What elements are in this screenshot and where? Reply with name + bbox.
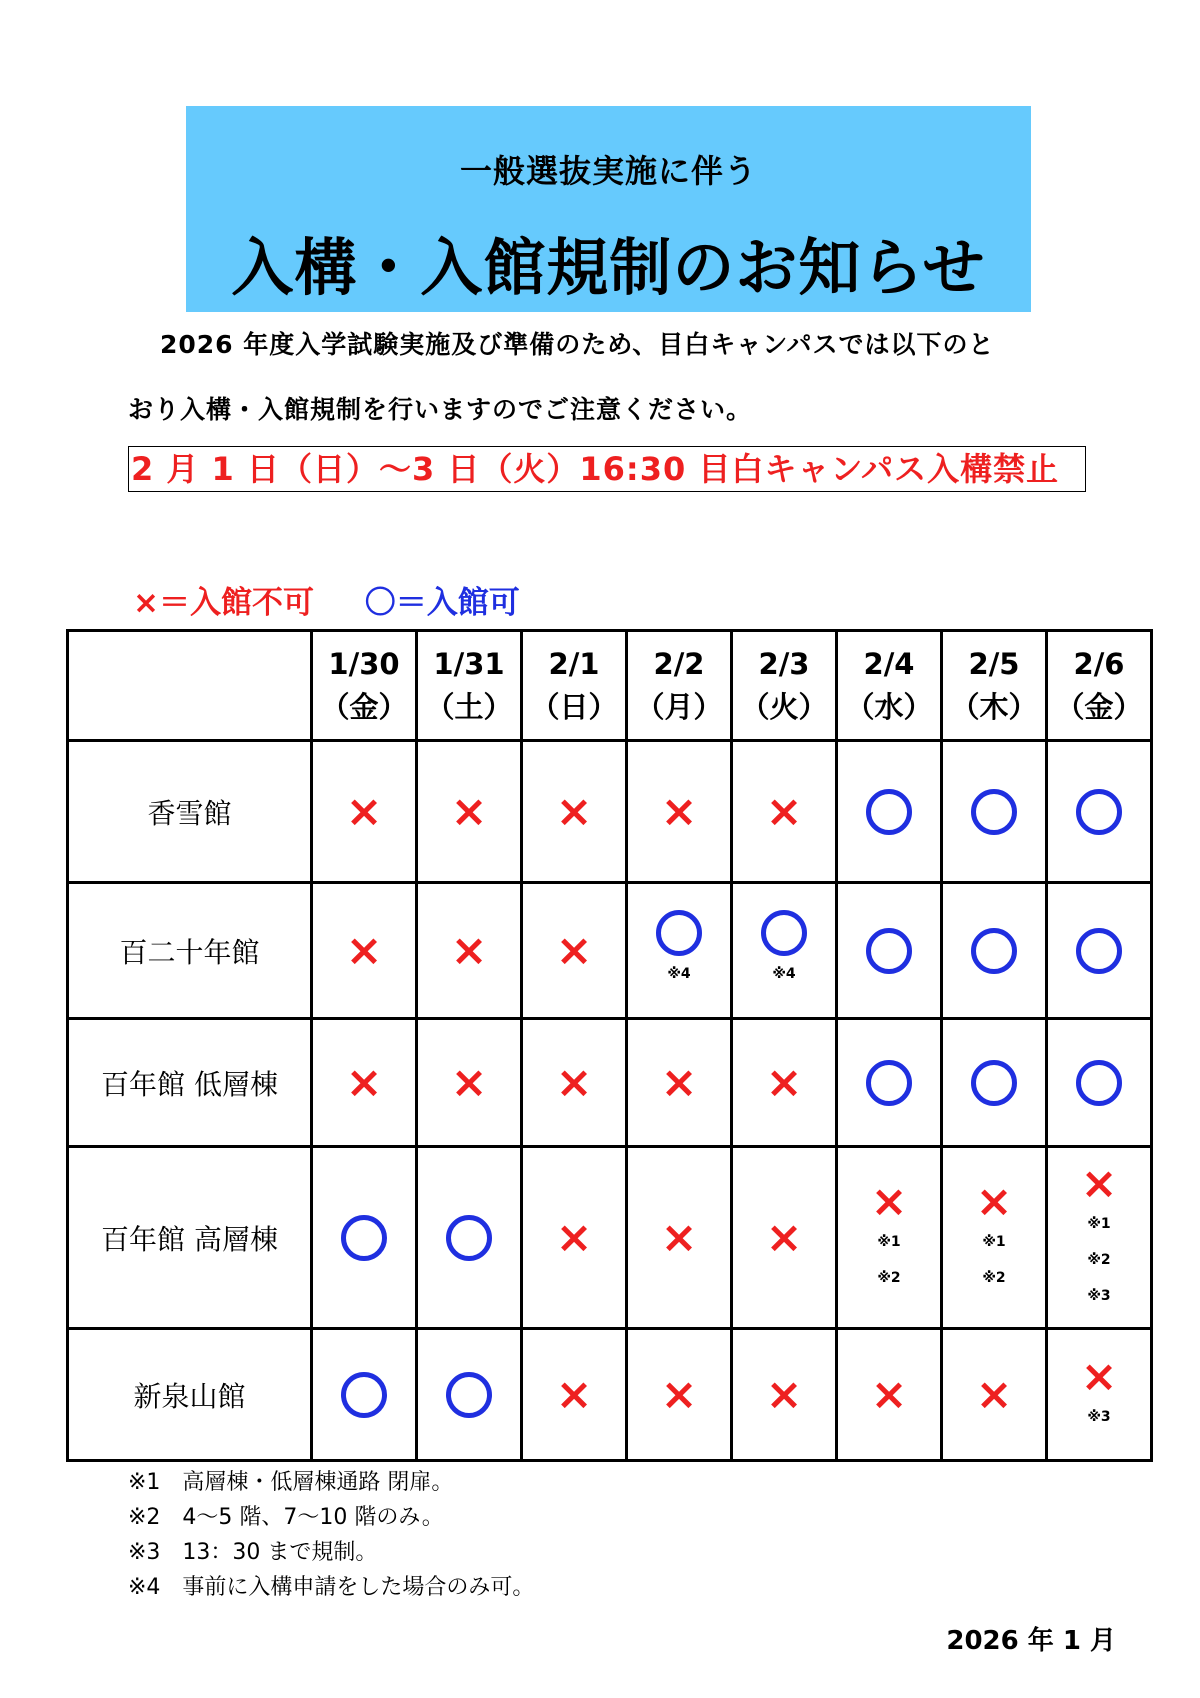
date-label: 2/5: [968, 646, 1020, 681]
status-cell: [312, 1329, 417, 1461]
table-row: [68, 741, 1152, 883]
closed-mark: ×: [660, 785, 698, 837]
weekday-label: （火）: [740, 689, 828, 724]
intro-line-1: 2026 年度入学試験実施及び準備のため、目白キャンパスでは以下のと: [160, 330, 995, 359]
building-name: 百二十年館: [68, 883, 312, 1019]
title-banner: [186, 106, 1031, 312]
status-cell: [627, 883, 732, 1019]
closed-mark: ×: [870, 1368, 908, 1420]
status-cell: [522, 741, 627, 883]
weekday-label: （水）: [845, 689, 933, 724]
footnote-3: ※3 13：30 まで規制。: [128, 1540, 378, 1565]
closed-mark: ×: [660, 1368, 698, 1420]
cell-footnote-ref: ※2: [982, 1269, 1006, 1286]
status-cell: [942, 1329, 1047, 1461]
status-cell: [732, 741, 837, 883]
status-cell: [837, 883, 942, 1019]
weekday-label: （木）: [950, 689, 1038, 724]
status-cell: [522, 1019, 627, 1147]
status-cell: [417, 1147, 522, 1329]
open-mark: [761, 910, 807, 956]
closed-mark: ×: [555, 1368, 593, 1420]
date-header: [522, 631, 627, 741]
closed-mark: ×: [660, 1056, 698, 1108]
closed-mark: ×: [555, 1056, 593, 1108]
table-row: [68, 1147, 1152, 1329]
date-label: 2/3: [758, 646, 810, 681]
closed-mark: ×: [555, 1211, 593, 1263]
cell-footnote-ref: ※1: [1087, 1215, 1111, 1232]
subtitle: 一般選抜実施に伴う: [459, 152, 757, 190]
open-mark: [866, 928, 912, 974]
building-name: 百年館 高層棟: [68, 1147, 312, 1329]
open-mark: [1076, 1060, 1122, 1106]
status-cell: [522, 1147, 627, 1329]
open-mark: [341, 1215, 387, 1261]
status-cell: [837, 741, 942, 883]
header-row: [68, 631, 1152, 741]
closed-mark: ×: [765, 785, 803, 837]
status-cell: [1047, 741, 1152, 883]
cell-footnote-ref: ※2: [877, 1269, 901, 1286]
cell-footnote-ref: ※1: [982, 1233, 1006, 1250]
closed-mark: ×: [1080, 1350, 1118, 1402]
closed-mark: ×: [555, 924, 593, 976]
cell-footnote-ref: ※2: [1087, 1251, 1111, 1268]
status-cell: [732, 883, 837, 1019]
status-cell: [1047, 1019, 1152, 1147]
date-header: [942, 631, 1047, 741]
open-mark: [971, 789, 1017, 835]
status-cell: [1047, 1329, 1152, 1461]
status-cell: [522, 883, 627, 1019]
open-mark: [971, 1060, 1017, 1106]
table-row: [68, 1329, 1152, 1461]
open-mark: [446, 1215, 492, 1261]
corner-cell: [68, 631, 312, 741]
status-cell: [627, 1147, 732, 1329]
closed-mark: ×: [1080, 1157, 1118, 1209]
weekday-label: （土）: [425, 689, 513, 724]
open-mark: [446, 1372, 492, 1418]
footnote-4: ※4 事前に入構申請をした場合のみ可。: [128, 1575, 535, 1600]
open-mark: [866, 789, 912, 835]
open-mark: [341, 1372, 387, 1418]
closed-mark: ×: [450, 1056, 488, 1108]
weekday-label: （金）: [320, 689, 408, 724]
status-cell: [417, 741, 522, 883]
closed-mark: ×: [660, 1211, 698, 1263]
date-label: 2/4: [863, 646, 915, 681]
cell-footnote-ref: ※3: [1087, 1287, 1111, 1304]
cell-footnote-ref: ※4: [772, 965, 796, 982]
cell-footnote-ref: ※4: [667, 965, 691, 982]
closed-mark: ×: [765, 1368, 803, 1420]
status-cell: [837, 1019, 942, 1147]
legend-closed: ×＝入館不可: [133, 585, 314, 621]
cell-footnote-ref: ※3: [1087, 1408, 1111, 1425]
schedule-table: [66, 629, 1153, 1462]
intro-line-2: おり入構・入館規制を行いますのでご注意ください。: [128, 395, 753, 424]
status-cell: [732, 1019, 837, 1147]
legend-open: 〇＝入館可: [364, 585, 520, 621]
date-header: [627, 631, 732, 741]
date-header: [1047, 631, 1152, 741]
date-label: 1/30: [328, 646, 400, 681]
status-cell: [627, 741, 732, 883]
closed-mark: ×: [975, 1368, 1013, 1420]
closed-mark: ×: [345, 924, 383, 976]
date-header: [417, 631, 522, 741]
date-header: [312, 631, 417, 741]
closed-mark: ×: [870, 1175, 908, 1227]
closed-mark: ×: [975, 1175, 1013, 1227]
date-header: [837, 631, 942, 741]
open-mark: [866, 1060, 912, 1106]
footnote-1: ※1 高層棟・低層棟通路 閉扉。: [128, 1470, 454, 1495]
issue-date: 2026 年 1 月: [946, 1626, 1116, 1656]
status-cell: [417, 1329, 522, 1461]
page-title: 入構・入館規制のお知らせ: [231, 231, 986, 304]
status-cell: [312, 883, 417, 1019]
status-cell: [732, 1329, 837, 1461]
closed-mark: ×: [345, 1056, 383, 1108]
open-mark: [971, 928, 1017, 974]
status-cell: [942, 1147, 1047, 1329]
status-cell: [312, 741, 417, 883]
closed-mark: ×: [765, 1056, 803, 1108]
status-cell: [837, 1147, 942, 1329]
table-row: [68, 883, 1152, 1019]
closed-mark: ×: [345, 785, 383, 837]
closed-mark: ×: [765, 1211, 803, 1263]
status-cell: [627, 1329, 732, 1461]
status-cell: [417, 1019, 522, 1147]
weekday-label: （月）: [635, 689, 723, 724]
status-cell: [837, 1329, 942, 1461]
status-cell: [942, 1019, 1047, 1147]
table-row: [68, 1019, 1152, 1147]
status-cell: [417, 883, 522, 1019]
status-cell: [312, 1019, 417, 1147]
closed-mark: ×: [450, 924, 488, 976]
date-label: 2/2: [653, 646, 705, 681]
open-mark: [1076, 789, 1122, 835]
closed-mark: ×: [555, 785, 593, 837]
open-mark: [1076, 928, 1122, 974]
weekday-label: （金）: [1055, 689, 1143, 724]
status-cell: [942, 741, 1047, 883]
status-cell: [1047, 1147, 1152, 1329]
status-cell: [732, 1147, 837, 1329]
open-mark: [656, 910, 702, 956]
legend: [133, 577, 520, 622]
building-name: 百年館 低層棟: [68, 1019, 312, 1147]
building-name: 香雪館: [68, 741, 312, 883]
cell-footnote-ref: ※1: [877, 1233, 901, 1250]
status-cell: [627, 1019, 732, 1147]
closed-mark: ×: [450, 785, 488, 837]
status-cell: [942, 883, 1047, 1019]
status-cell: [312, 1147, 417, 1329]
date-header: [732, 631, 837, 741]
campus-closure-notice: 2 月 1 日（日）～3 日（火）16:30 目白キャンパス入構禁止: [128, 446, 1086, 492]
date-label: 1/31: [433, 646, 505, 681]
building-name: 新泉山館: [68, 1329, 312, 1461]
status-cell: [1047, 883, 1152, 1019]
weekday-label: （日）: [530, 689, 618, 724]
footnote-2: ※2 4～5 階、7～10 階のみ。: [128, 1505, 444, 1530]
date-label: 2/1: [548, 646, 600, 681]
date-label: 2/6: [1073, 646, 1125, 681]
status-cell: [522, 1329, 627, 1461]
